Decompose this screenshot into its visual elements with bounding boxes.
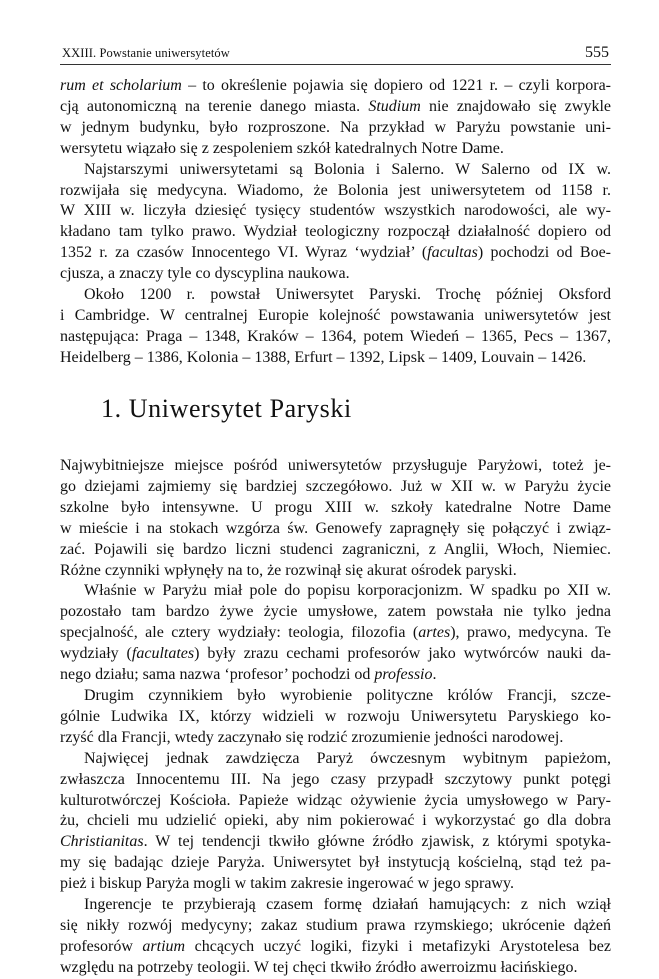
text-line: kulturotwórczej Kościoła. Papieże widząc ożywienie życia umysłowego w Pary- [60, 791, 611, 809]
text-line: wydziały (facultates) były zrazu cechami profesorów jako wytwórców nauki da- [60, 645, 611, 663]
text-line: Najwięcej jednak zawdzięcza Paryż ówczesnym wybitnym papieżom, [84, 749, 611, 767]
text-line: się nikły rozwój medycyny; zakaz studium prawa rzymskiego; ukrócenie dążeń [60, 916, 611, 934]
text-block-section [60, 456, 611, 979]
paragraph [60, 686, 611, 749]
running-header [60, 42, 611, 64]
text-line: żu, chcieli mu udzielić opieki, aby nim pokierować i wykorzystać go dla dobra [60, 812, 611, 830]
text-line: Właśnie w Paryżu miał pole do popisu korporacjonizm. W spadku po XII w. [84, 582, 611, 600]
text-line: wersytetu wiązało się z zespoleniem szkół katedralnych Notre Dame. [60, 139, 504, 157]
text-line: rzyść dla Francji, wtedy zaczynało się rodzić zrozumienie jedności narodowej. [60, 728, 564, 746]
text-line: Różne czynniki wpłynęły na to, że rozwinął się akurat ośrodek paryski. [60, 561, 517, 579]
text-line: Około 1200 r. powstał Uniwersytet Paryski. Trochę później Oksford [84, 286, 611, 304]
text-line: cjusza, a znaczy tyle co dyscyplina naukowa. [60, 265, 350, 283]
text-line: kładano tam tylko prawo. Wydział teologiczny rozpoczął działalność dopiero od [60, 223, 611, 241]
paragraph [60, 76, 611, 160]
text-line: rum et scholarium – to określenie pojawia się dopiero od 1221 r. – czyli korpora- [60, 77, 612, 94]
text-line: następująca: Praga – 1348, Kraków – 1364, potem Wiedeń – 1365, Pecs – 1367, [60, 327, 611, 345]
text-line: my się badając dzieje Paryża. Uniwersytet był instytucją kościelną, stąd też pa- [60, 854, 611, 872]
text-line: w mieście i na stokach wzgórza św. Genowefy zapragnęły się połączyć i związ- [60, 519, 611, 537]
paragraph [60, 456, 611, 581]
text-line: zwłaszcza Innocentemu III. Na jego czasy przypadł szczytowy punkt potęgi [60, 770, 611, 788]
header-rule [60, 64, 611, 65]
text-line: rozwijała się medycyna. Wiadomo, że Bolonia jest uniwersytetem od 1158 r. [60, 181, 611, 199]
paragraph [60, 285, 611, 369]
text-line: profesorów artium chcących uczyć logiki, fizyki i metafizyki Arystotelesa bez [60, 937, 611, 955]
text-line: Ingerencje te przybierają czasem formę działań hamujących: z nich wziął [84, 896, 611, 914]
text-block-intro [60, 76, 611, 369]
text-line: W XIII w. liczyła dziesięć tysięcy studentów wszystkich narodowości, ale wy- [60, 202, 611, 220]
text-line: i Cambridge. W centralnej Europie kolejność powstawania uniwersytetów jest [60, 306, 611, 324]
running-title: XXIII. Powstanie uniwersytetów [62, 46, 230, 60]
text-line: Drugim czynnikiem było wyrobienie polityczne królów Francji, szcze- [84, 686, 611, 704]
text-line: w jednym budynku, było rozproszone. Na przykład w Paryżu powstanie uni- [60, 118, 611, 136]
text-line: Heidelberg – 1386, Kolonia – 1388, Erfurt – 1392, Lipsk – 1409, Louvain – 1426. [60, 348, 587, 366]
text-line: pież i biskup Paryża mogli w takim zakresie ingerować w jego sprawy. [60, 875, 514, 893]
text-line: 1352 r. za czasów Innocentego VI. Wyraz ‘wydział’ (facultas) pochodzi od Boe- [60, 244, 612, 262]
text-line: względu na potrzeby teologii. W tej chęci tkwiło źródło awerroizmu łacińskiego. [60, 958, 578, 976]
text-line: Najwybitniejsze miejsce pośród uniwersytetów przysługuje Paryżowi, toteż je- [60, 457, 611, 474]
text-line: zać. Pojawili się bardzo liczni studenci zagraniczni, z Anglii, Włoch, Niemiec. [60, 540, 611, 558]
text-line: pozostało tam bardzo żywe życie umysłowe, zatem powstała nie tylko jedna [60, 603, 611, 621]
text-line: cją autonomiczną na terenie danego miasta. Studium nie znajdowało się zwykle [60, 97, 611, 115]
text-line: specjalność, ale cztery wydziały: teologia, filozofia (artes), prawo, medycyna. Te [60, 624, 611, 642]
text-line: go dziejami zajmiemy się bardziej szczegółowo. Już w XII w. w Paryżu życie [60, 477, 611, 495]
paragraph [60, 581, 611, 686]
page-number: 555 [585, 44, 609, 61]
text-line: gólnie Ludwika IX, którzy widzieli w rozwoju Uniwersytetu Paryskiego ko- [60, 707, 611, 725]
paragraph [60, 160, 611, 285]
text-line: nego działu; sama nazwa ‘profesor’ pochodzi od professio. [60, 666, 437, 684]
paragraph [60, 749, 611, 895]
paragraph [60, 895, 611, 979]
text-line: szkolne było intensywne. U progu XIII w. szkoły katedralne Notre Dame [60, 498, 611, 516]
text-line: Christianitas. W tej tendencji tkwiło główne źródło zjawisk, z którymi spotyka- [60, 833, 611, 851]
text-line: Najstarszymi uniwersytetami są Bolonia i Salerno. W Salerno od IX w. [84, 160, 611, 178]
section-heading: 1. Uniwersytet Paryski [101, 394, 352, 423]
